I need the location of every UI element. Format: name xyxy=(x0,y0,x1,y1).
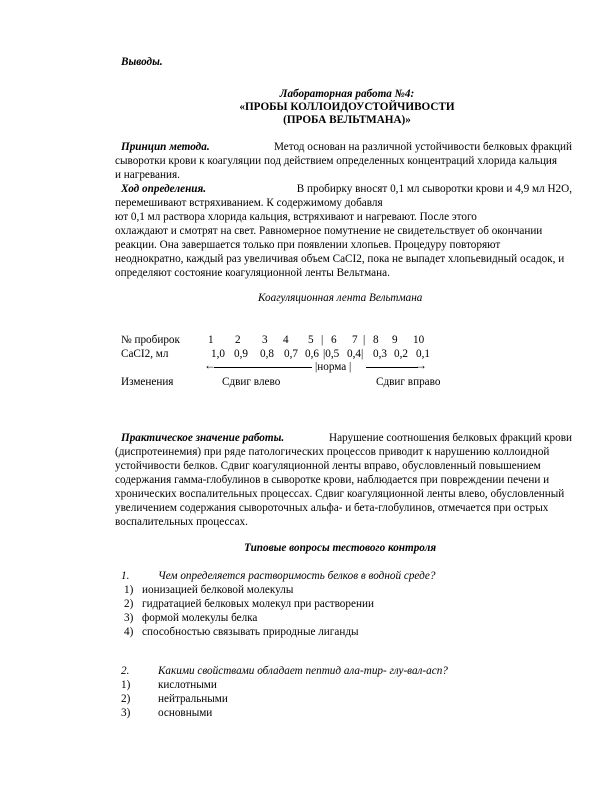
procedure-line-1 xyxy=(121,182,572,196)
q1-option-number: 1) xyxy=(124,584,134,596)
practical-text-1: Нарушение соотношения белковых фракций крови xyxy=(328,432,572,444)
lab-title-line-1: Лабораторная работа №4: xyxy=(279,88,415,100)
procedure-line-5: реакции. Она завершается только при появлении хлопьев. Процедуру повторяют xyxy=(115,239,501,251)
tube-number: 3 xyxy=(262,334,268,346)
tube-number: 8 xyxy=(373,334,379,346)
procedure-line-2: перемешивают встряхиванием. К содержимому добавля xyxy=(115,197,383,209)
volume-value: 0,3 xyxy=(373,348,387,360)
practical-line-4: содержания гамма-глобулинов в сыворотке крови, наблюдается при повреждении печени и xyxy=(115,474,550,486)
principle-line-1 xyxy=(121,140,572,154)
practical-line-3: устойчивости белков. Сдвиг коагуляционной ленты вправо, обусловленный повышением xyxy=(115,460,541,472)
changes-label: Изменения xyxy=(121,376,174,388)
tube-number: 7 xyxy=(352,334,358,346)
right-arrow-head: → xyxy=(415,358,427,372)
right-shift-label: Сдвиг вправо xyxy=(376,376,441,388)
principle-line-2: сыворотки крови к коагуляции под действием определенных концентраций хлорида кальция xyxy=(115,155,558,167)
volume-value: 0,9 xyxy=(234,348,248,360)
volume-value: |0,5 xyxy=(323,348,340,360)
tape-title: Коагуляционная лента Вельтмана xyxy=(258,292,423,304)
volume-row-label: CaCI2, мл xyxy=(121,348,169,360)
q2-option-number: 2) xyxy=(121,693,131,705)
q1-option-text: ионизацией белковой молекулы xyxy=(142,584,294,596)
tube-number: 1 xyxy=(208,334,214,346)
tube-number: 5 xyxy=(308,334,314,346)
practical-line-1 xyxy=(121,431,572,445)
volume-value: 0,7 xyxy=(284,348,298,360)
norm-divider: | xyxy=(363,334,366,346)
left-arrow-head: ← xyxy=(204,358,216,372)
procedure-text-1: В пробирку вносят 0,1 мл сыворотки крови и 4,9 мл Н2О, xyxy=(296,183,572,195)
practical-label: Практическое значение работы. xyxy=(121,432,285,444)
procedure-line-3: ют 0,1 мл раствора хлорида кальция, встряхивают и нагревают. После этого xyxy=(115,211,477,223)
question-1-text: Чем определяется растворимость белков в водной среде? xyxy=(158,570,436,582)
q1-option-number: 4) xyxy=(124,626,134,638)
principle-label: Принцип метода. xyxy=(121,141,210,153)
volume-value: 0,8 xyxy=(260,348,274,360)
question-2-number: 2. xyxy=(121,665,130,677)
lab-title-line-3: (ПРОБА ВЕЛЬТМАНА)» xyxy=(283,114,411,126)
principle-text-1: Метод основан на различной устойчивости белковых фракций xyxy=(273,141,572,153)
q2-option-number: 3) xyxy=(121,707,131,719)
q2-option-text: основными xyxy=(158,707,213,719)
procedure-line-4: охлаждают и смотрят на свет. Равномерное помутнение не свидетельствует об окончании xyxy=(115,225,543,237)
tube-number: 4 xyxy=(283,334,289,346)
tube-number: 10 xyxy=(413,334,425,346)
conclusions-heading: Выводы. xyxy=(121,56,163,68)
q1-option-text: формой молекулы белка xyxy=(142,612,258,624)
q1-option-number: 3) xyxy=(124,612,134,624)
norm-label: |норма | xyxy=(315,361,352,373)
practical-line-5: хронических воспалительных процессах. Сдвиг коагуляционной ленты влево, обусловленный xyxy=(115,488,565,500)
left-shift-label: Сдвиг влево xyxy=(222,376,281,388)
question-1-number: 1. xyxy=(121,570,130,582)
tubes-row-label: № пробирок xyxy=(121,334,180,346)
procedure-line-7: определяют состояние коагуляционной ленты Вельтмана. xyxy=(115,267,390,279)
practical-line-7: воспалительных процессах. xyxy=(115,516,248,528)
practical-line-6: увеличением содержания сывороточных альфа- и бета-глобулинов, отмечается при острых xyxy=(115,502,549,514)
test-heading: Типовые вопросы тестового контроля xyxy=(244,542,437,554)
tube-number: 9 xyxy=(392,334,398,346)
volume-value: 0,1 xyxy=(416,348,430,360)
volume-value: 0,6 xyxy=(305,348,319,360)
volume-value: 1,0 xyxy=(211,348,225,360)
q2-option-number: 1) xyxy=(121,679,131,691)
procedure-line-6: неоднократно, каждый раз увеличивая объем CaCI2, пока не выпадет хлопьевидный осадок, и xyxy=(115,253,565,265)
right-arrow-line xyxy=(366,367,418,368)
tube-number: 2 xyxy=(235,334,241,346)
norm-divider: | xyxy=(321,334,324,346)
principle-line-3: и нагревания. xyxy=(115,169,180,181)
q2-option-text: нейтральными xyxy=(158,693,228,705)
q1-option-text: способностью связывать природные лиганды xyxy=(142,626,359,638)
practical-line-2: (диспротеинемия) при ряде патологических процессов приводит к нарушению коллоидной xyxy=(115,446,550,458)
volume-value: 0,4| xyxy=(347,348,364,360)
volume-value: 0,2 xyxy=(394,348,408,360)
lab-title-line-2: «ПРОБЫ КОЛЛОИДОУСТОЙЧИВОСТИ xyxy=(239,101,455,113)
question-2-text: Какими свойствами обладает пептид ала-тир- глу-вал-асп? xyxy=(158,665,448,677)
tube-number: 6 xyxy=(331,334,337,346)
left-arrow-line xyxy=(214,367,312,368)
procedure-label: Ход определения. xyxy=(121,183,207,195)
q2-option-text: кислотными xyxy=(158,679,217,691)
q1-option-number: 2) xyxy=(124,598,134,610)
q1-option-text: гидратацией белковых молекул при растворении xyxy=(142,598,374,610)
